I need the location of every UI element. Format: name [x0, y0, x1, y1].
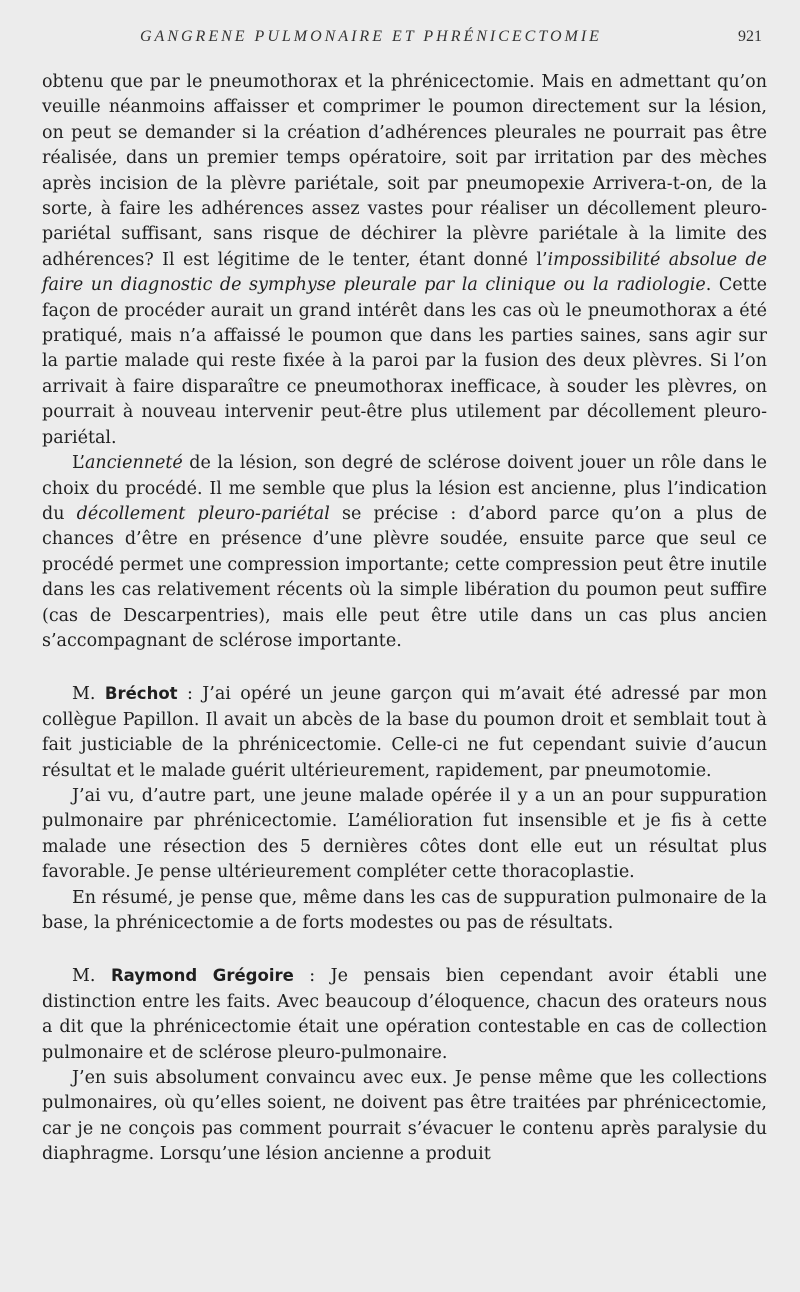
paragraph-text: obtenu que par le pneumothorax et la phrénicectomie. Mais en admettant qu’on veuille néanmoins affaisser et comprimer le poumon directement sur la lésion, on peut se demander si la création d’adhérences pleurales ne pourrait pas être réalisée, dans un premier temps opératoire, soit par irritation par des mèches après incision de la plèvre pariétale, soit par pneumopexie Arrivera-t-on, de la sorte, à faire les adhérences assez vastes pour réaliser un décollement pleuro-pariétal suffisant, sans risque de déchirer la plèvre pariétale à la limite des adhérences? Il est légitime de le tenter, étant donné l’ [42, 72, 767, 270]
brechot-paragraph-2: J’ai vu, d’autre part, une jeune malade opérée il y a un an pour suppuration pulmonaire par phrénicectomie. L’amélioration fut insensible et je fis à cette malade une résection des 5 dernières côtes dont elle eut un résultat plus favorable. Je pense ultérieurement compléter cette thoracoplastie. [42, 785, 767, 883]
paragraph-anciennete [42, 451, 767, 654]
paragraph-text: . Cette façon de procéder aurait un grand intérêt dans les cas où le pneumothorax a été pratiqué, mais n’a affaissé le poumon que dans les parties saines, sans agir sur la partie malade qui reste fixée à la paroi par la fusion des deux plèvres. Si l’on arrivait à faire disparaître ce pneumothorax inefficace, à souder les plèvres, on pourrait à nouveau intervenir peut-être plus utilement par décollement pleuro-pariétal. [42, 275, 767, 448]
speaker-name: Raymond Grégoire [110, 966, 294, 986]
gregoire-paragraph-2: J’en suis absolument convaincu avec eux. Je pense même que les collections pulmonaires, où qu’elles soient, ne doivent pas être traitées par phrénicectomie, car je ne conçois pas comment pourrait s’évacuer le contenu après paralysie du diaphragme. Lorsqu’une lésion ancienne a produit [42, 1068, 767, 1165]
body-text [42, 70, 767, 1168]
paragraph-continuation [42, 70, 767, 451]
paragraph-text: L’ [72, 453, 85, 474]
speaker-prefix: M. [72, 966, 111, 987]
emphasis-text: impossibilité absolue de faire un diagnostic de symphyse pleurale par la clinique ou la radiologie [42, 249, 767, 296]
brechot-intervention [42, 681, 767, 784]
page-number: 921 [738, 28, 762, 45]
speaker-prefix: M. [72, 684, 105, 705]
running-title: GANGRENE PULMONAIRE ET PHRÉNICECTOMIE [140, 28, 602, 45]
emphasis-text: ancienneté [85, 453, 183, 474]
paragraph-text: : J’ai opéré un jeune garçon qui m’avait été adressé par mon collègue Papillon. Il avait un abcès de la base du poumon droit et semblait tout à fait justiciable de la phrénicectomie. Celle-ci ne fut cependant suivie d’aucun résultat et le malade guérit ultérieurement, rapidement, par pneumotomie. [42, 684, 767, 781]
paragraph-text: : Je pensais bien cependant avoir établi une distinction entre les faits. Avec beaucoup d’éloquence, chacun des orateurs nous a dit que la phrénicectomie était une opération contestable en cas de collection pulmonaire et de sclérose pleuro-pulmonaire. [42, 966, 768, 1063]
gregoire-intervention [42, 963, 767, 1066]
speaker-name: Bréchot [104, 684, 178, 704]
paragraph-text: de la lésion, son degré de sclérose doivent jouer un rôle dans le choix du procédé. Il me semble que plus la lésion est ancienne, plus l’indication du [42, 453, 767, 524]
brechot-paragraph-3: En résumé, je pense que, même dans les cas de suppuration pulmonaire de la base, la phrénicectomie a de forts modestes ou pas de résultats. [42, 887, 767, 933]
paragraph-text: se précise : d’abord parce qu’on a plus de chances d’être en présence d’une plèvre soudée, ensuite parce que seul ce procédé permet une compression importante; cette compression peut être inutile dans les cas relativement récents où la simple libération du poumon peut suffire (cas de Descarpentries), mais elle peut être utile dans un cas plus ancien s’accompagnant de sclérose importante. [42, 503, 767, 651]
emphasis-text: décollement pleuro-pariétal [76, 503, 330, 524]
